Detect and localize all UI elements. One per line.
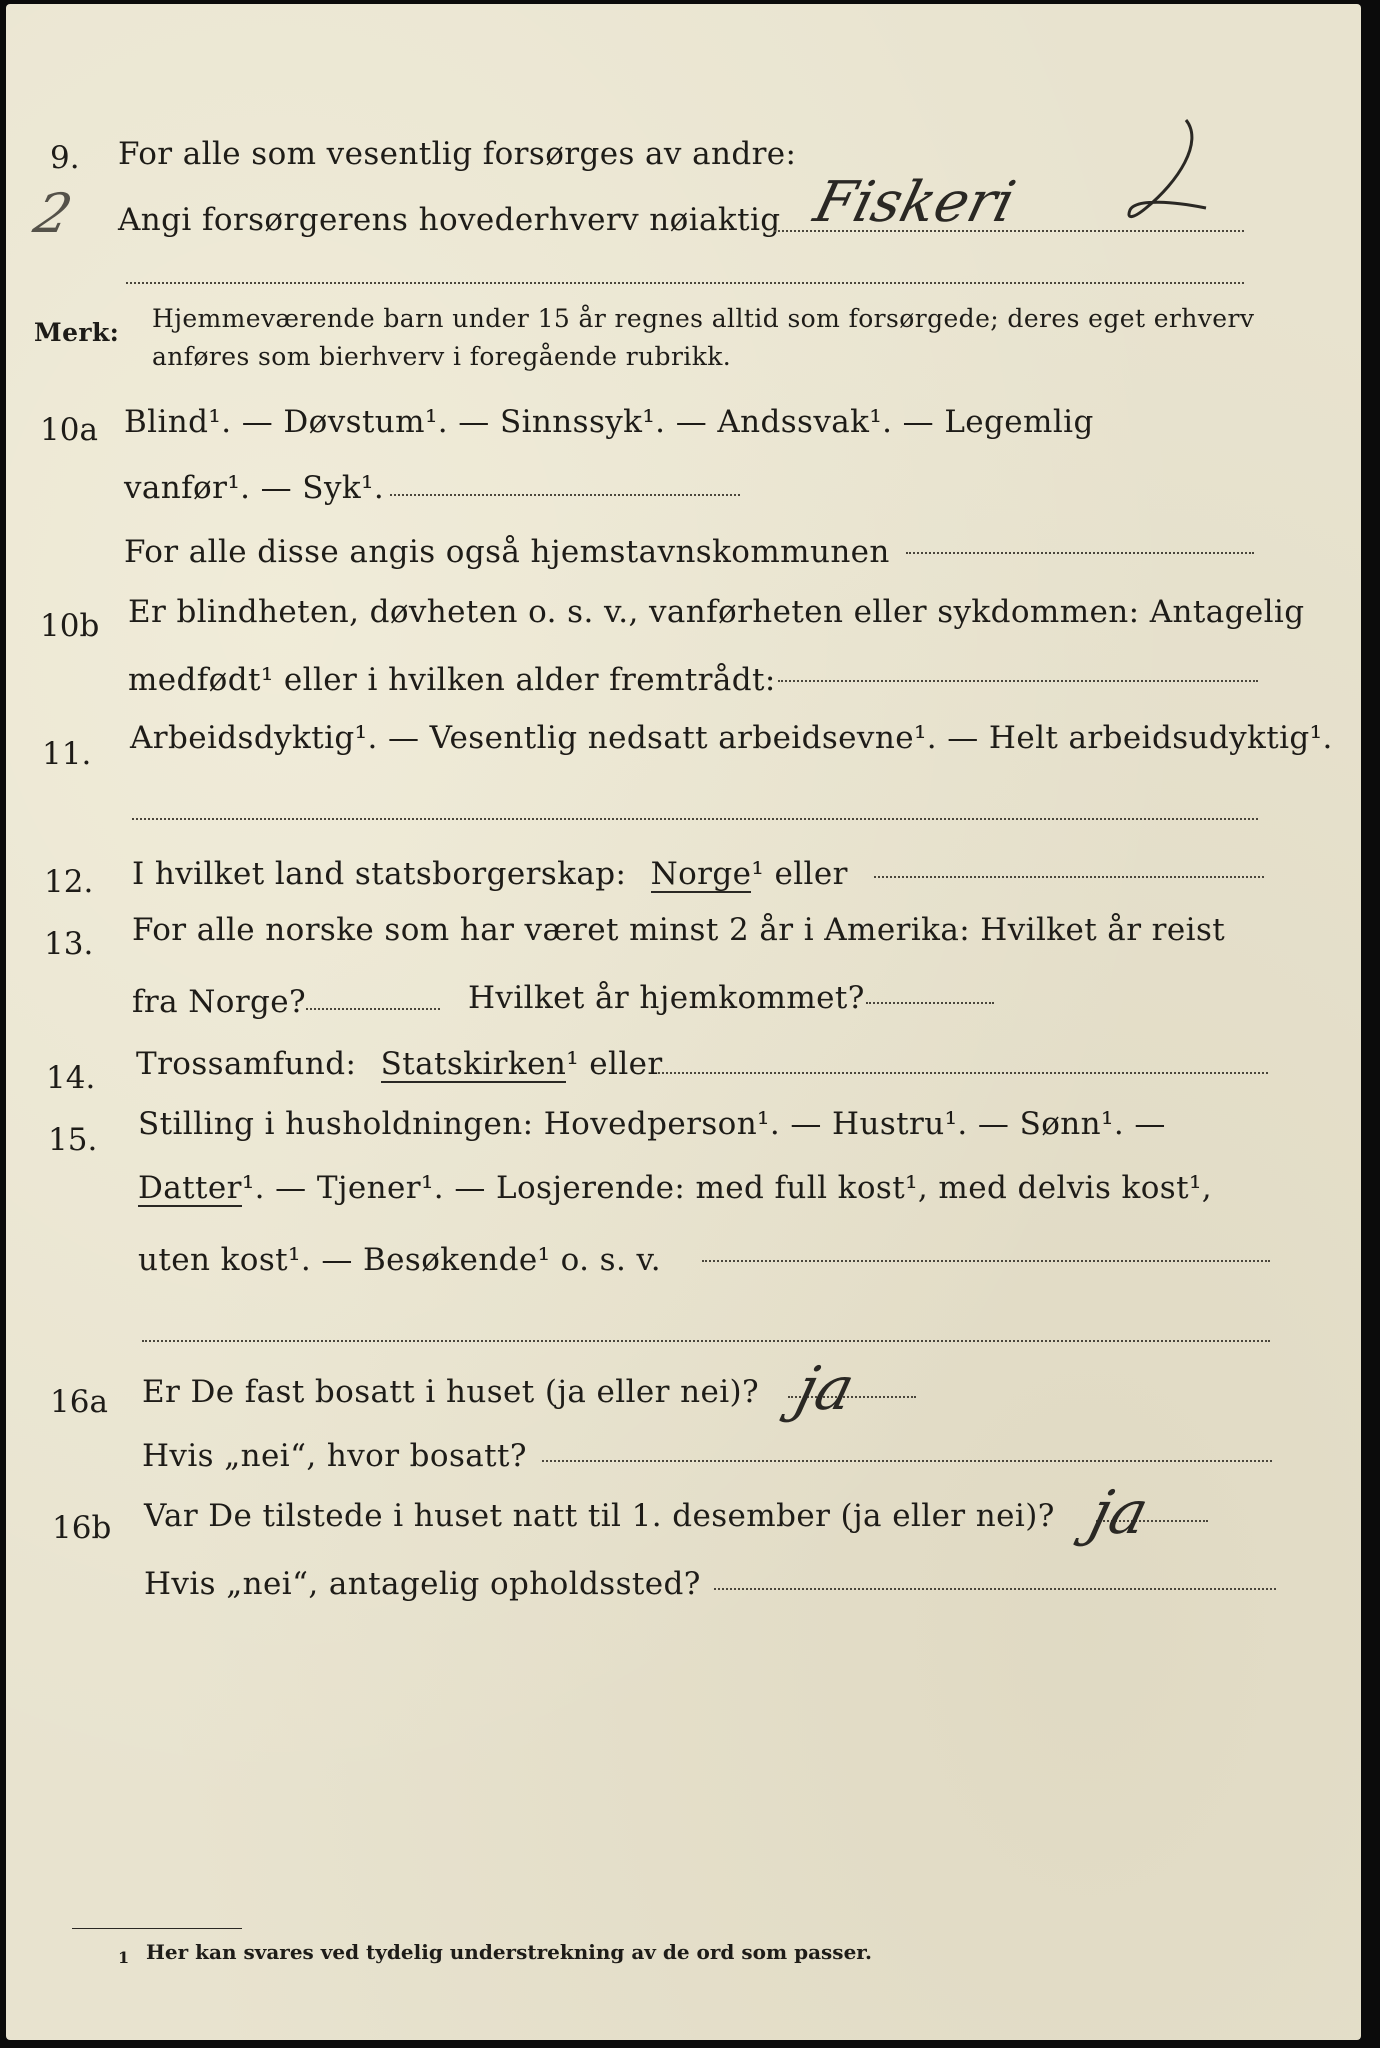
q16a-line2: Hvis „nei“, hvor bosatt?: [142, 1438, 527, 1474]
q13-number: 13.: [44, 926, 94, 962]
q15-line2: [138, 1170, 1212, 1207]
q12-prefix: I hvilket land statsborgerskap:: [132, 856, 627, 892]
q13-line2a: fra Norge?: [132, 984, 307, 1020]
q11-number: 11.: [42, 736, 92, 772]
q14-number: 14.: [46, 1060, 96, 1096]
q16b-line1: Var De tilstede i huset natt til 1. desember (ja eller nei)?: [144, 1498, 1055, 1534]
q10a-line3-dots: [906, 552, 1254, 554]
merk-label: Merk:: [34, 318, 120, 347]
q11-line1: Arbeidsdyktig¹. — Vesentlig nedsatt arbeidsevne¹. — Helt arbeidsudyktig¹.: [130, 720, 1333, 756]
q12-underlined-answer: Norge: [650, 856, 752, 892]
q15-line3-dots: [702, 1260, 1270, 1262]
q13-year-returned-dots: [866, 1002, 994, 1004]
q15-extra-line: [142, 1340, 1270, 1342]
q12-dots: [874, 876, 1264, 878]
q11-extra-line: [132, 818, 1258, 820]
q14-prefix: Trossamfund:: [136, 1046, 357, 1082]
q16a-line1: Er De fast bosatt i huset (ja eller nei)?: [142, 1374, 760, 1410]
q13-line2b: Hvilket år hjemkommet?: [468, 980, 865, 1016]
q16b-line2: Hvis „nei“, antagelig opholdssted?: [144, 1566, 701, 1602]
q15-line1: Stilling i husholdningen: Hovedperson¹. — Hustru¹. — Sønn¹. —: [138, 1106, 1166, 1142]
footnote-mark: 1: [118, 1948, 130, 1967]
q9-line1: For alle som vesentlig forsørges av andre:: [118, 136, 797, 172]
q15-line3: uten kost¹. — Besøkende¹ o. s. v.: [138, 1242, 661, 1278]
q16b-line2-dots: [714, 1588, 1276, 1590]
q9-line2: Angi forsørgerens hovederhverv nøiaktig: [118, 202, 781, 238]
q13-year-left-dots: [306, 1008, 440, 1010]
q15-number: 15.: [48, 1122, 98, 1158]
q10a-line2-dots: [390, 494, 740, 496]
q14-suffix: ¹ eller: [566, 1046, 663, 1082]
q12-suffix: ¹ eller: [751, 856, 848, 892]
q10a-line1: Blind¹. — Døvstum¹. — Sinnssyk¹. — Andssvak¹. — Legemlig: [124, 404, 1094, 440]
q10a-number: 10a: [40, 412, 98, 448]
q10b-line2: medfødt¹ eller i hvilken alder fremtrådt:: [128, 662, 776, 698]
merk-line1: Hjemmeværende barn under 15 år regnes alltid som forsørgede; deres eget erhverv: [152, 304, 1255, 333]
footnote-text: Her kan svares ved tydelig understrekning av de ord som passer.: [146, 1940, 872, 1964]
footnote-rule: [72, 1928, 242, 1929]
q13-line1: For alle norske som har været minst 2 år i Amerika: Hvilket år reist: [132, 912, 1226, 948]
q15-underlined-answer: Datter: [138, 1170, 242, 1206]
margin-mark: 2: [28, 182, 79, 245]
q16b-number: 16b: [52, 1510, 112, 1546]
q10a-line3: For alle disse angis også hjemstavnskommunen: [124, 534, 890, 570]
q10a-line2: vanfør¹. — Syk¹.: [124, 470, 385, 506]
q9-extra-line: [126, 282, 1244, 284]
q14-dots: [658, 1072, 1268, 1074]
q9-answer-handwritten: Fiskeri: [807, 170, 1022, 235]
q14-underlined-answer: Statskirken: [380, 1046, 567, 1082]
merk-line2: anføres som bierhverv i foregående rubrikk.: [152, 342, 732, 371]
q10b-line1: Er blindheten, døvheten o. s. v., vanførheten eller sykdommen: Antagelig: [128, 594, 1305, 630]
q16a-line2-dots: [542, 1460, 1272, 1462]
census-form-page: [6, 4, 1361, 2040]
q16b-answer-handwritten: ja: [1083, 1478, 1156, 1548]
q16a-answer-handwritten: ja: [789, 1354, 862, 1424]
q12-number: 12.: [44, 864, 94, 900]
q10b-number: 10b: [40, 608, 100, 644]
q16a-number: 16a: [50, 1384, 108, 1420]
q14-line: [136, 1046, 663, 1083]
q12-line: [132, 856, 848, 893]
q9-number: 9.: [50, 140, 80, 176]
q15-line2-rest: ¹. — Tjener¹. — Losjerende: med full kost¹, med delvis kost¹,: [241, 1170, 1213, 1206]
q10b-line2-dots: [778, 680, 1258, 682]
q9-answer-flourish: [1086, 112, 1216, 232]
